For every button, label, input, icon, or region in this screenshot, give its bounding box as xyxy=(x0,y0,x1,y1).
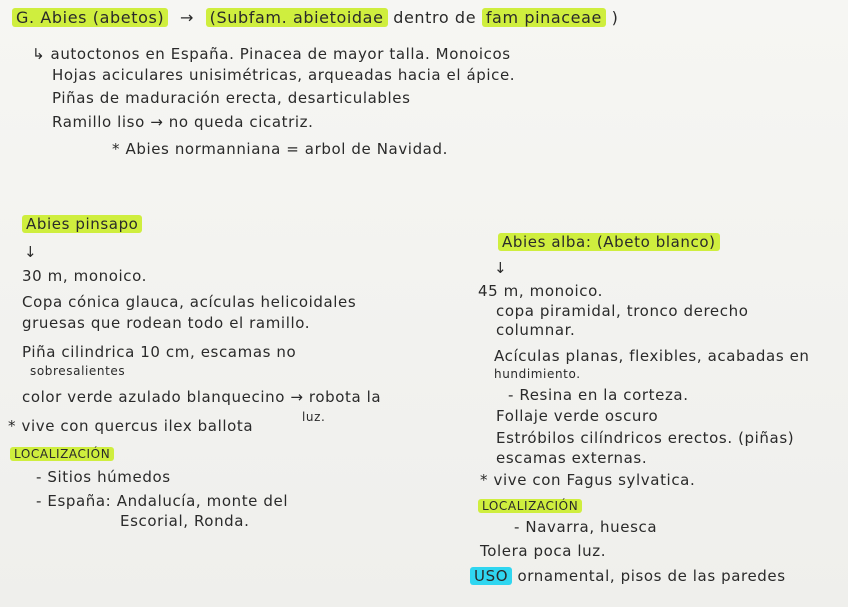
right-line: columnar. xyxy=(496,321,576,339)
intro-line: Ramillo liso → no queda cicatriz. xyxy=(52,113,314,131)
right-line: Estróbilos cilíndricos erectos. (piñas) xyxy=(496,429,795,447)
right-line: Follaje verde oscuro xyxy=(496,407,659,425)
right-line: * vive con Fagus sylvatica. xyxy=(480,471,696,489)
right-line: copa piramidal, tronco derecho xyxy=(496,302,749,320)
right-loc-item: - Navarra, huesca xyxy=(514,518,658,536)
left-loc-item: Escorial, Ronda. xyxy=(120,512,250,530)
genus-highlight: G. Abies (abetos) xyxy=(12,8,168,27)
right-line: escamas externas. xyxy=(496,449,648,467)
right-line: Acículas planas, flexibles, acabadas en xyxy=(494,347,810,365)
tolera-line: Tolera poca luz. xyxy=(480,542,607,560)
title-close: ) xyxy=(611,8,619,27)
intro-line: * Abies normanniana = arbol de Navidad. xyxy=(112,140,448,158)
arrow-icon: → xyxy=(179,8,194,27)
right-heading xyxy=(498,232,720,252)
left-line: * vive con quercus ilex ballota xyxy=(8,417,254,435)
right-localizacion-highlight: LOCALIZACIÓN xyxy=(478,499,582,513)
subfamily-highlight: (Subfam. abietoidae xyxy=(206,8,388,27)
right-line: hundimiento. xyxy=(494,367,581,381)
intro-line: ↳ autoctonos en España. Pinacea de mayor talla. Monoicos xyxy=(32,45,511,63)
left-line: luz. xyxy=(302,410,326,424)
uso-line xyxy=(470,566,786,586)
uso-text: ornamental, pisos de las paredes xyxy=(517,567,786,585)
left-heading-highlight: Abies pinsapo xyxy=(22,215,142,233)
right-heading-highlight: Abies alba: (Abeto blanco) xyxy=(498,233,720,251)
uso-highlight: USO xyxy=(470,567,512,585)
intro-line: Hojas aciculares unisimétricas, arqueadas hacia el ápice. xyxy=(52,66,516,84)
left-line: color verde azulado blanquecino → robota la xyxy=(22,388,382,406)
down-arrow-icon: ↓ xyxy=(494,259,508,277)
left-line: 30 m, monoico. xyxy=(22,267,147,285)
left-line: Piña cilindrica 10 cm, escamas no xyxy=(22,343,297,361)
title-rest: dentro de xyxy=(393,8,482,27)
left-loc-item: - Sitios húmedos xyxy=(36,468,171,486)
left-loc-item: - España: Andalucía, monte del xyxy=(36,492,289,510)
left-line: gruesas que rodean todo el ramillo. xyxy=(22,314,311,332)
left-line: sobresalientes xyxy=(30,364,126,378)
family-highlight: fam pinaceae xyxy=(482,8,606,27)
title-line xyxy=(12,8,619,28)
right-line: 45 m, monoico. xyxy=(478,282,603,300)
left-localizacion-highlight: LOCALIZACIÓN xyxy=(10,447,114,461)
down-arrow-icon: ↓ xyxy=(24,243,38,261)
left-line: Copa cónica glauca, acículas helicoidales xyxy=(22,293,357,311)
right-localizacion-label xyxy=(478,496,582,516)
left-heading xyxy=(22,214,142,234)
intro-line: Piñas de maduración erecta, desarticulables xyxy=(52,89,411,107)
left-localizacion-label xyxy=(10,444,114,464)
right-line: - Resina en la corteza. xyxy=(508,386,689,404)
